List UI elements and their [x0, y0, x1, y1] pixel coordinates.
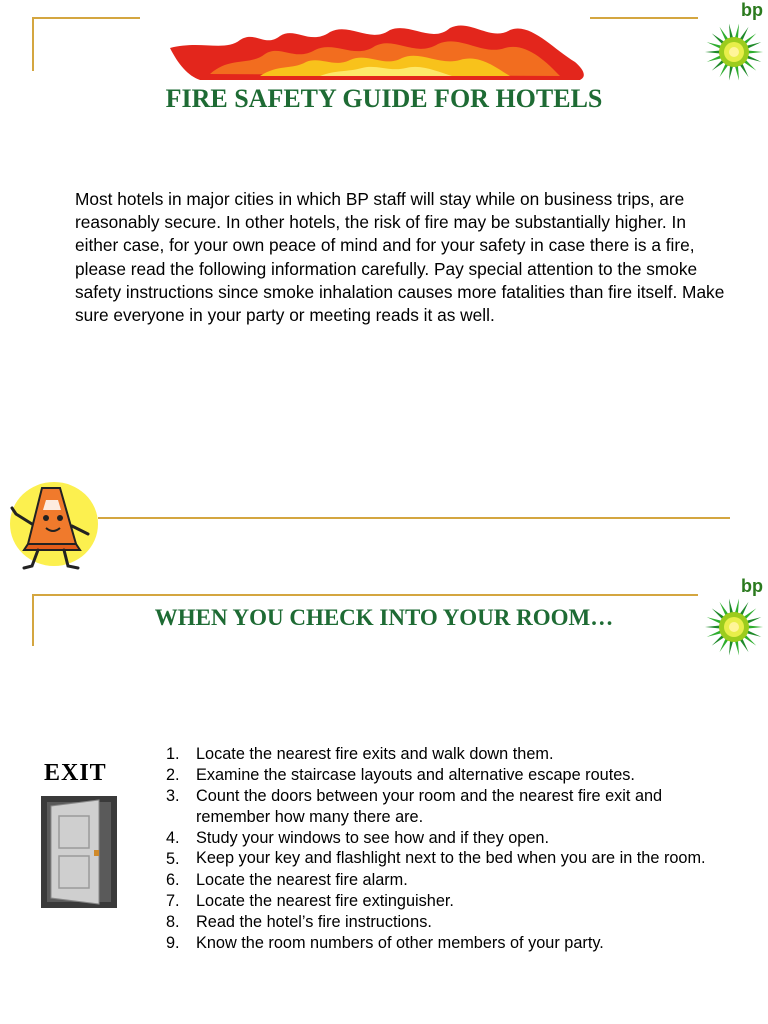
- step-number: 3.: [166, 787, 180, 805]
- step-number: 5.: [166, 850, 180, 868]
- step-text: Study your windows to see how and if they open.: [196, 829, 549, 847]
- step-item: [166, 849, 736, 870]
- step-text: Count the doors between your room and the nearest fire exit and remember how many there are.: [196, 787, 663, 826]
- intro-paragraph: Most hotels in major cities in which BP staff will stay while on business trips, are reasonably secure. In other hotels, the risk of fire may be substantially higher. In either case, for your own peace of mind and for your safety in case there is a fire, please read the following information carefully. Pay special attention to the smoke safety instructions since smoke inhalation causes more fatalities than fire itself. Make sure everyone in your party or meeting reads it as well.: [75, 189, 725, 326]
- divider-rule: [98, 517, 730, 519]
- step-item: [166, 828, 736, 849]
- slide2-top-rule: [32, 594, 698, 596]
- step-number: 1.: [166, 745, 180, 763]
- step-text: Locate the nearest fire alarm.: [196, 871, 408, 889]
- top-rule-left: [32, 17, 140, 19]
- step-text: Locate the nearest fire exits and walk down them.: [196, 745, 554, 763]
- traffic-cone-mascot-icon: [6, 478, 98, 574]
- page-title: FIRE SAFETY GUIDE FOR HOTELS: [165, 84, 603, 113]
- step-number: 4.: [166, 829, 180, 847]
- top-rule-right: [590, 17, 698, 19]
- step-item: [166, 891, 736, 912]
- step-number: 8.: [166, 913, 180, 931]
- step-text: Read the hotel’s fire instructions.: [196, 913, 432, 931]
- step-text: Keep your key and flashlight next to the bed when you are in the room.: [196, 849, 706, 867]
- section-title: WHEN YOU CHECK INTO YOUR ROOM…: [154, 605, 614, 630]
- step-text: Locate the nearest fire extinguisher.: [196, 892, 454, 910]
- bp-helios-logo-icon: [704, 22, 764, 82]
- flames-banner: [170, 18, 590, 82]
- step-number: 9.: [166, 934, 180, 952]
- step-number: 2.: [166, 766, 180, 784]
- step-text: Know the room numbers of other members of your party.: [196, 934, 604, 952]
- step-item: [166, 765, 736, 786]
- step-item: [166, 786, 736, 828]
- top-rule-left-vertical: [32, 17, 34, 71]
- exit-door-icon: [41, 796, 117, 908]
- step-item: [166, 870, 736, 891]
- step-number: 7.: [166, 892, 180, 910]
- step-number: 6.: [166, 871, 180, 889]
- step-text: Examine the staircase layouts and alternative escape routes.: [196, 766, 635, 784]
- bp-logo-text-2: bp: [741, 576, 763, 596]
- check-in-steps-list: [166, 744, 736, 954]
- step-item: [166, 933, 736, 954]
- bp-logo-text: bp: [741, 0, 763, 20]
- step-item: [166, 744, 736, 765]
- step-item: [166, 912, 736, 933]
- exit-sign-label: EXIT: [44, 760, 107, 786]
